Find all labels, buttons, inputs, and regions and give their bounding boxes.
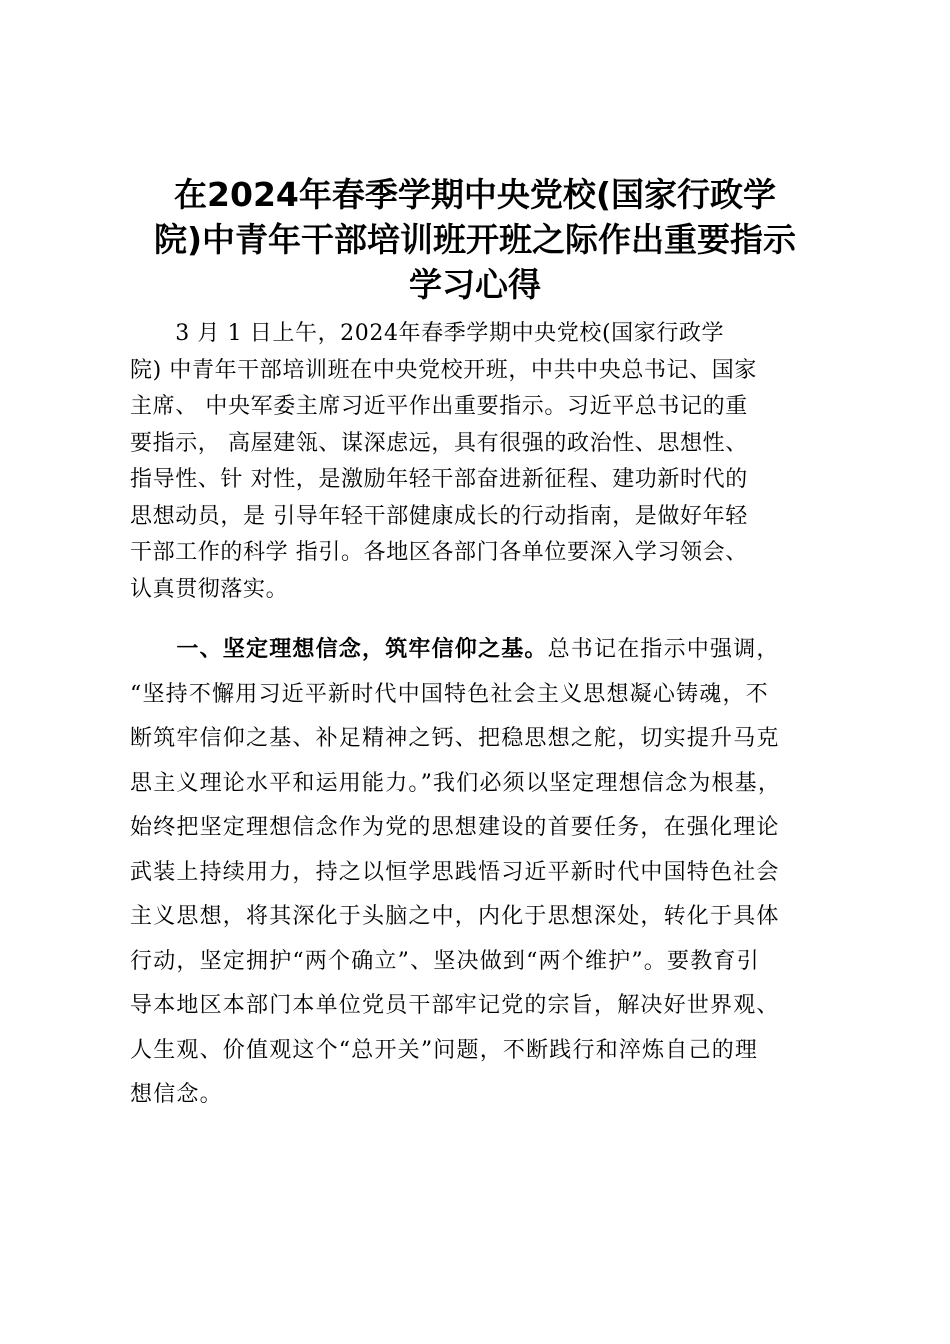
section-heading: 一、坚定理想信念，筑牢信仰之基。	[176, 637, 548, 662]
paragraph-line: 主义思想，将其深化于头脑之中，内化于思想深处，转化于具体	[130, 904, 780, 929]
paragraph-line: “坚持不懈用习近平新时代中国特色社会主义思想凝心铸魂，不	[130, 681, 769, 707]
paragraph-line: 行动，坚定拥护“两个确立”、坚决做到“两个维护”。要教育引	[130, 948, 760, 974]
paragraph-line: 人生观、价值观这个“总开关”问题，不断践行和淬炼自己的理	[130, 1037, 759, 1063]
paragraph-line: 想信念。	[130, 1082, 223, 1107]
title-line-1: 在2024年春季学期中央党校(国家行政学	[174, 175, 776, 214]
paragraph-line: 断筑牢信仰之基、补足精神之钙、把稳思想之舵，切实提升马克	[130, 726, 780, 751]
paragraph-line	[130, 628, 830, 673]
paragraph-line: 武装上持续用力，持之以恒学思践悟习近平新时代中国特色社会	[130, 859, 780, 885]
section-one-paragraph	[130, 628, 830, 1118]
section-heading-continuation: 总书记在指示中强调，	[547, 637, 780, 662]
paragraph-line: 主席、 中央军委主席习近平作出重要指示。习近平总书记的重	[130, 394, 748, 419]
paragraph-line: 始终把坚定理想信念作为党的思想建设的首要任务，在强化理论	[130, 815, 780, 840]
paragraph-line: 3 月 1 日上午，2024年春季学期中央党校(国家行政学	[130, 321, 725, 346]
document-body	[130, 316, 830, 1118]
document-title	[120, 172, 830, 307]
paragraph-line: 思主义理论水平和运用能力。”我们必须以坚定理想信念为根基，	[130, 770, 782, 796]
title-line-2: 院)中青年干部培训班开班之际作出重要指示	[153, 220, 797, 259]
title-line-3: 学习心得	[409, 265, 541, 304]
paragraph-line: 导本地区本部门本单位党员干部牢记党的宗旨，解决好世界观、	[130, 993, 780, 1018]
intro-paragraph	[130, 316, 830, 608]
paragraph-line: 院) 中青年干部培训班在中央党校开班，中共中央总书记、国家	[130, 357, 757, 383]
paragraph-line: 认真贯彻落实。	[130, 576, 289, 602]
paragraph-line: 要指示， 高屋建瓴、谋深虑远，具有很强的政治性、思想性、	[130, 430, 748, 456]
paragraph-line: 指导性、针 对性，是激励年轻干部奋进新征程、建功新时代的	[130, 467, 748, 492]
paragraph-line: 干部工作的科学 指引。各地区各部门各单位要深入学习领会、	[130, 540, 748, 565]
paragraph-line: 思想动员，是 引导年轻干部健康成长的行动指南，是做好年轻	[130, 503, 748, 529]
